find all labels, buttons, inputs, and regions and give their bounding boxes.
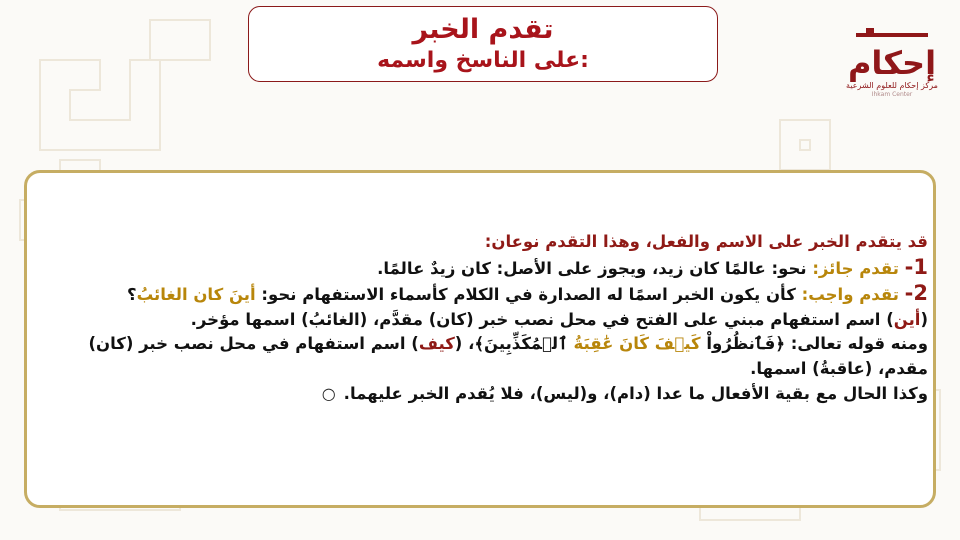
quran-ayah-c: ٱلۡمُكَذِّبِينَ bbox=[484, 334, 568, 354]
item-2 bbox=[40, 281, 928, 308]
quran-ayah-b: كَيۡفَ كَانَ عَٰقِبَةُ bbox=[573, 334, 701, 354]
intro-line: قد يتقدم الخبر على الاسم والفعل، وهذا التقدم نوعان: bbox=[484, 232, 928, 251]
ihkam-logo bbox=[846, 26, 938, 96]
item-2-text: كأن يكون الخبر اسمًا له الصدارة في الكلام كأسماء الاستفهام نحو: bbox=[261, 285, 796, 305]
item-2-example: أينَ كان الغائبُ bbox=[136, 285, 256, 305]
slide-title: تقدم الخبر bbox=[412, 14, 554, 45]
note-line bbox=[40, 382, 928, 407]
explain-word: أين bbox=[893, 309, 921, 329]
title-box bbox=[248, 6, 718, 82]
item-2-number: 2- bbox=[904, 281, 928, 306]
logo-name: إحكام bbox=[847, 44, 937, 82]
item-1 bbox=[40, 255, 928, 282]
bullet-circle-icon: ○ bbox=[321, 383, 336, 403]
item-1-number: 1- bbox=[904, 254, 928, 279]
item-1-text: نحو: عالمًا كان زيد، ويجوز على الأصل: كان زيدٌ عالمًا. bbox=[377, 258, 807, 278]
quran-prefix: ومنه قوله تعالى: ﴿ bbox=[775, 334, 928, 354]
item-1-label: تقدم جائز: bbox=[812, 258, 899, 278]
quran-word: كيف bbox=[418, 334, 455, 354]
explain-rest: ) اسم استفهام مبني على الفتح في محل نصب خبر (كان) مقدَّم، (الغائبُ) اسمها مؤخر. bbox=[190, 309, 894, 329]
quran-line bbox=[40, 332, 928, 381]
logo-tagline: Ihkam Center bbox=[871, 91, 913, 98]
explain-open: ( bbox=[920, 309, 928, 329]
logo-emblem-icon bbox=[846, 27, 938, 41]
item-2-label: تقدم واجب: bbox=[801, 285, 899, 305]
quran-suffix: ﴾، ( bbox=[454, 334, 485, 354]
item-2-end: ؟ bbox=[127, 285, 137, 305]
note-text: وكذا الحال مع بقية الأفعال ما عدا (دام)، و(ليس)، فلا يُقدم الخبر عليهما. bbox=[343, 383, 928, 403]
explain-line bbox=[40, 308, 928, 333]
quran-rest: ) اسم استفهام في محل نصب خبر (كان) مقدم، (عاقبةُ) اسمها. bbox=[88, 334, 928, 378]
quran-ayah-a: فَٱنظُرُواْ bbox=[706, 334, 776, 354]
logo-subtitle: مركز إحكام للعلوم الشرعية bbox=[846, 81, 938, 90]
slide-subtitle: على الناسخ واسمه: bbox=[377, 48, 589, 73]
content-body bbox=[40, 230, 928, 406]
